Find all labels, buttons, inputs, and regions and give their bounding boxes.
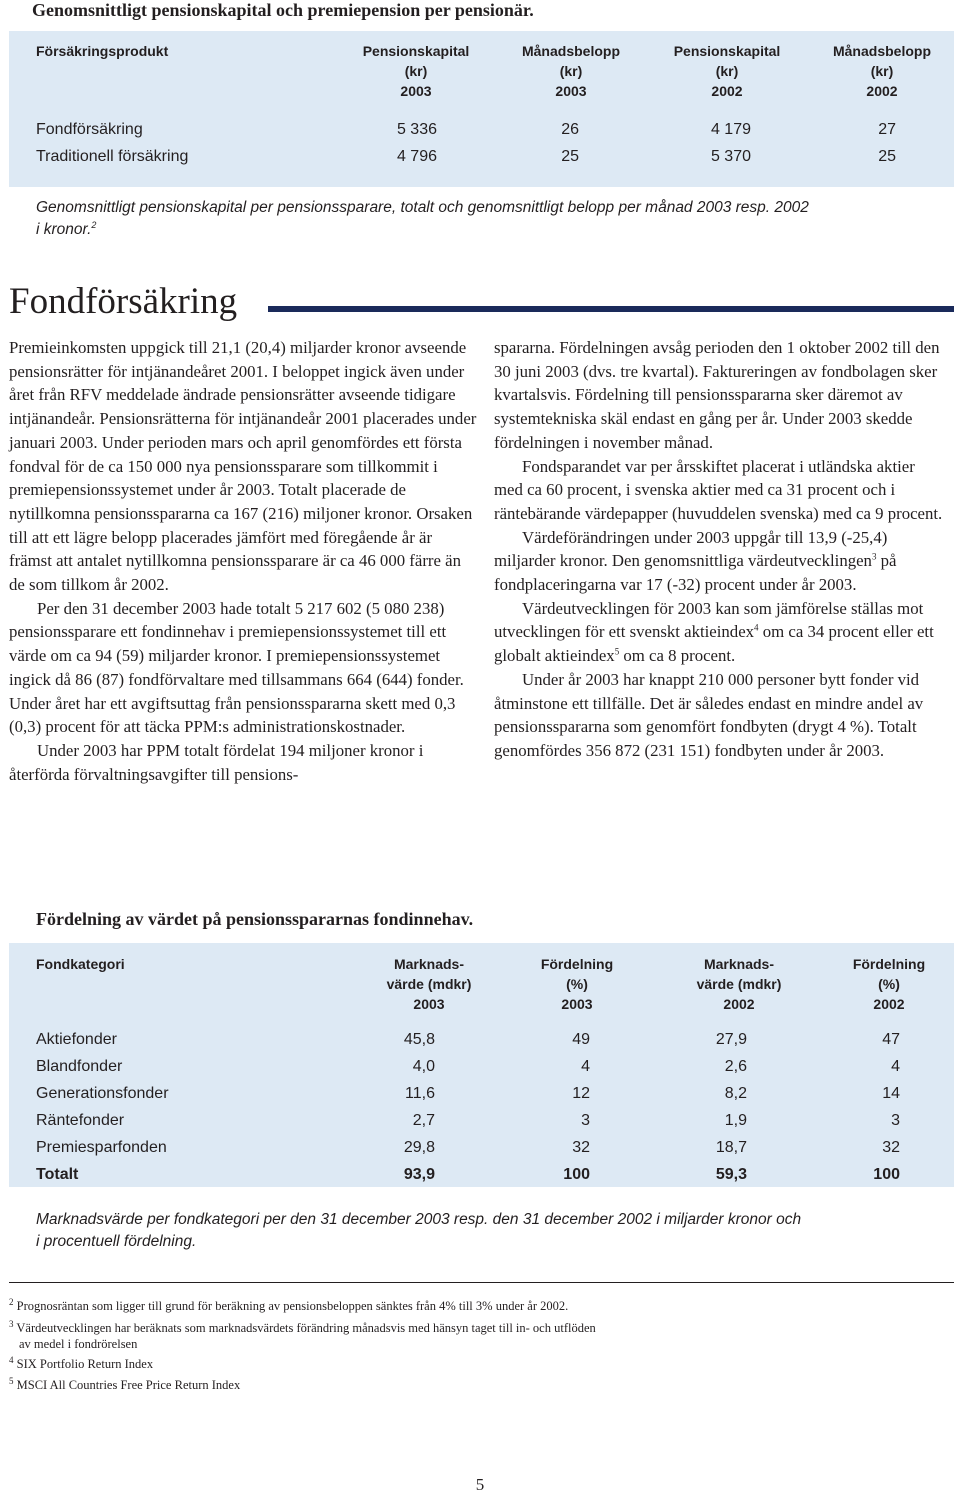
cell: 100 xyxy=(563,1166,590,1183)
row-label: Räntefonder xyxy=(36,1112,125,1129)
paragraph: Värdeförändringen under 2003 uppgår till 13,9 (-25,4) miljarder kronor. Den genomsnittliga värdeutvecklingen$^3$ på fondplaceringarna var 17 (-32) procent under år 2003. xyxy=(494,527,897,595)
paragraph: Under 2003 har PPM totalt fördelat 194 miljoner kronor i återförda förvaltningsavgifter till pensions- xyxy=(9,740,424,784)
body-column-right xyxy=(494,336,944,763)
table2-caption: Marknadsvärde per fondkategori per den 31 december 2003 resp. den 31 december 2002 i miljarder kronor och i procentuell fördelning. xyxy=(36,1211,802,1250)
footnote: $^5$ MSCI All Countries Free Price Return Index xyxy=(9,1375,241,1392)
cell: 4 xyxy=(581,1058,590,1075)
table2-header-col1: Marknads- värde (mdkr) 2003 xyxy=(386,956,472,1012)
paragraph: spararna. Fördelningen avsåg perioden den 1 oktober 2002 till den 30 juni 2003 (dvs. tre kvartal). Faktureringen av fondbolagen sker kvartalsvis. Fördelning till pensionsspararna sker däremot av systemtekniska skäl endast en gång per år. Under 2003 skedde fördelningen i november månad. xyxy=(494,338,940,452)
cell: 32 xyxy=(572,1139,590,1156)
cell: 27 xyxy=(878,121,896,138)
footnote: $^3$ Värdeutvecklingen har beräknats som marknadsvärdets förändring månadsvis med hänsyn taget till in- och utflöden av medel i fondrörelsen xyxy=(9,1318,596,1351)
row-label: Totalt xyxy=(36,1166,79,1183)
paragraph: Under år 2003 har knappt 210 000 personer bytt fonder vid åtminstone ett tillfälle. Det är således endast en mindre andel av pensionsspararna som genomfört fondbyten (drygt 4 %). Totalt genomfördes 356 872 (231 151) fondbyten under år 2003. xyxy=(494,669,924,760)
cell: 45,8 xyxy=(403,1031,435,1048)
table2-header-col2: Fördelning (%) 2003 xyxy=(540,956,614,1012)
row-label: Traditionell försäkring xyxy=(36,148,189,165)
footnote-rule xyxy=(9,1282,954,1283)
cell: 93,9 xyxy=(403,1166,435,1183)
cell: 5 336 xyxy=(396,121,437,138)
page-number: 5 xyxy=(475,1475,485,1494)
row-label: Generationsfonder xyxy=(36,1085,169,1102)
paragraph: Värdeutvecklingen för 2003 kan som jämförelse ställas mot utvecklingen för ett svenskt aktieindex$^4$ om ca 34 procent eller ett globalt aktieindex$^5$ om ca 8 procent. xyxy=(494,598,934,666)
cell: 32 xyxy=(882,1139,900,1156)
cell: 4,0 xyxy=(412,1058,435,1075)
section-title: Fondförsäkring xyxy=(9,281,238,322)
body-column-left xyxy=(9,336,477,786)
cell: 2,7 xyxy=(412,1112,435,1129)
table1-row xyxy=(36,148,906,175)
cell: 49 xyxy=(572,1031,590,1048)
cell: 25 xyxy=(561,148,579,165)
table1-header-product: Försäkringsprodukt xyxy=(36,43,169,59)
table2-row xyxy=(36,1085,906,1112)
paragraph: Fondsparandet var per årsskiftet placerat i utländska aktier med ca 60 procent, i svenska aktier med ca 31 procent och i räntebärande värdepapper (huvuddelen svenska) med ca 9 procent. xyxy=(494,456,943,523)
cell: 12 xyxy=(572,1085,590,1102)
table2-header-col4: Fördelning (%) 2002 xyxy=(852,956,926,1012)
cell: 29,8 xyxy=(403,1139,435,1156)
table1-header-col1: Pensionskapital (kr) 2003 xyxy=(362,43,470,99)
cell: 2,6 xyxy=(724,1058,747,1075)
footnote: $^4$ SIX Portfolio Return Index xyxy=(9,1354,154,1371)
table1-heading: Genomsnittligt pensionskapital och premiepension per pensionär. xyxy=(32,0,534,20)
cell: 5 370 xyxy=(710,148,751,165)
table1-header-col3: Pensionskapital (kr) 2002 xyxy=(673,43,781,99)
row-label: Blandfonder xyxy=(36,1058,123,1075)
table2-row xyxy=(36,1031,906,1058)
row-label: Premiesparfonden xyxy=(36,1139,167,1156)
table1-header-col2: Månadsbelopp (kr) 2003 xyxy=(521,43,620,99)
footnote: $^2$ Prognosräntan som ligger till grund för beräkning av pensionsbeloppen sänktes från 4% till 3% under år 2002. xyxy=(9,1296,569,1313)
cell: 59,3 xyxy=(715,1166,747,1183)
cell: 3 xyxy=(891,1112,900,1129)
cell: 18,7 xyxy=(715,1139,747,1156)
cell: 27,9 xyxy=(715,1031,747,1048)
paragraph: Premieinkomsten uppgick till 21,1 (20,4) miljarder kronor avseende pensionsrätter för intjänandeåret 2001. I beloppet ingick även under året från RFV meddelade ändrade pensionsrätter avseende tidigare intjänandeår. Pensionsrätterna för intjänandeår 2001 placerades under januari 2003. Under perioden mars och april genomfördes ett första fondval för de ca 150 000 nya pensionssparare som tillkommit i premiepensionssystemet under år 2003. Totalt placerade de nytillkomna pensionsspararna ca 167 (216) miljoner kronor. Orsaken till att ett lägre belopp placerades jämfört med föregående år är främst att antalet nytillkomna pensionssparare är ca 46 000 färre än de som tillkom år 2002. xyxy=(9,338,477,595)
table1-row xyxy=(36,121,906,148)
cell: 4 796 xyxy=(396,148,437,165)
cell: 8,2 xyxy=(724,1085,747,1102)
table2-row xyxy=(36,1112,906,1139)
paragraph: Per den 31 december 2003 hade totalt 5 217 602 (5 080 238) pensionssparare ett fondinnehav i premiepensionssystemet till ett värde om ca 94 (59) miljarder kronor. I premiepensionssystemet ingick då 86 (87) fondförvaltare med tillsammans 664 (644) fonder. Under året har ett avgiftsuttag från pensionsspararna skett med 0,3 (0,3) procent för att täcka PPM:s administrationskostnader. xyxy=(9,598,464,737)
section-title-rule xyxy=(268,306,954,312)
cell: 1,9 xyxy=(724,1112,747,1129)
table2-heading: Fördelning av värdet på pensionsspararnas fondinnehav. xyxy=(36,909,474,929)
table2-header-category: Fondkategori xyxy=(36,956,125,972)
cell: 25 xyxy=(878,148,896,165)
row-label: Aktiefonder xyxy=(36,1031,117,1048)
cell: 47 xyxy=(882,1031,900,1048)
row-label: Fondförsäkring xyxy=(36,121,143,138)
cell: 100 xyxy=(873,1166,900,1183)
cell: 4 xyxy=(891,1058,900,1075)
cell: 11,6 xyxy=(405,1085,435,1102)
cell: 26 xyxy=(561,121,579,138)
cell: 14 xyxy=(882,1085,900,1102)
table2-header-col3: Marknads- värde (mdkr) 2002 xyxy=(696,956,782,1012)
cell: 4 179 xyxy=(710,121,751,138)
cell: 3 xyxy=(581,1112,590,1129)
table1-caption: Genomsnittligt pensionskapital per pensionssparare, totalt och genomsnittligt belopp per månad 2003 resp. 2002 i kronor.$^2$ xyxy=(36,199,809,238)
table2-total-row xyxy=(36,1166,906,1193)
table2-row xyxy=(36,1139,906,1166)
table2-row xyxy=(36,1058,906,1085)
table1-header-col4: Månadsbelopp (kr) 2002 xyxy=(832,43,931,99)
